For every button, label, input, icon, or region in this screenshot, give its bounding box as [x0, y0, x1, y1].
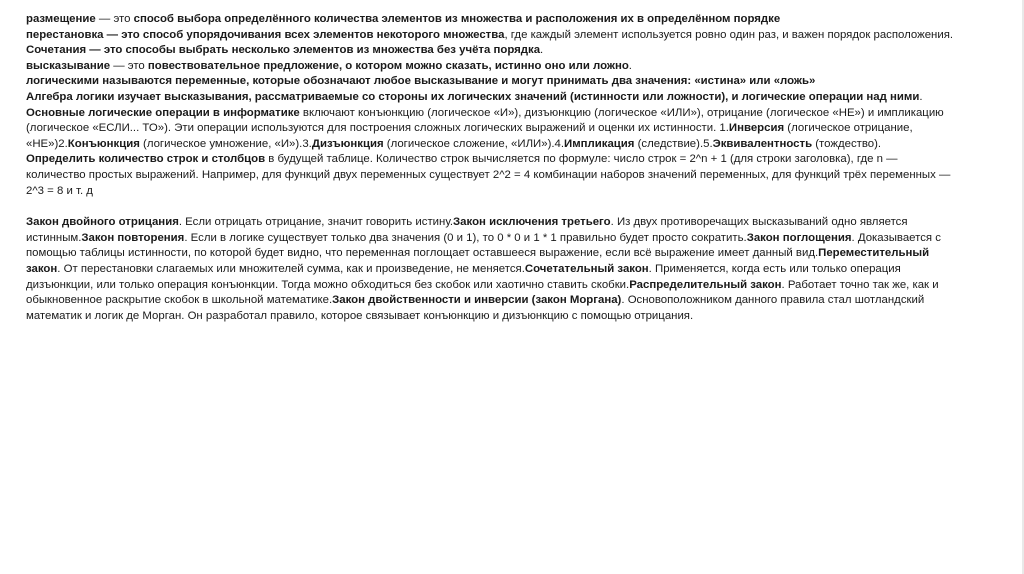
paragraph-algebra-logiki [26, 90, 956, 106]
text-run: . Работает точно так же, как и обыкновенное раскрытие скобок в школьной математике. [26, 278, 939, 307]
text-run: , где каждый элемент используется ровно один раз, и важен порядок расположения. [504, 28, 954, 41]
text-run: . От перестановки слагаемых или множителей сумма, как и произведение, не меняется. [57, 262, 525, 275]
text-run: . Доказывается с помощью таблицы истинности, по которой будет видно, что переменная поглощает оставшееся выражение, если всё выражение имеет данный вид. [26, 231, 941, 260]
text-run: . [628, 59, 632, 72]
paragraph-logicheskie-peremennye [26, 74, 956, 90]
bold-text-run: повествовательное предложение, о котором можно сказать, истинно оно или ложно [147, 59, 629, 72]
bold-text-run: Алгебра логики изучает высказывания, рассматриваемые со стороны их логических значений (истинности или ложности), и логические операции над ними [26, 90, 920, 103]
bold-text-run: Закон исключения третьего [453, 216, 611, 229]
paragraph-zakony-logiki [26, 215, 956, 324]
bold-text-run: Импликация [564, 137, 635, 150]
paragraph-spacer [26, 199, 956, 215]
text-run: (логическое сложение, «ИЛИ»).4. [383, 137, 565, 150]
paragraph-sochetaniya [26, 43, 956, 59]
slide-content [26, 12, 956, 324]
bold-text-run: Распределительный закон [629, 278, 782, 291]
bold-text-run: Закон поглощения [746, 231, 852, 244]
text-run: в будущей таблице. Количество строк вычисляется по формуле: число строк = 2^n + 1 (для строки заголовка), где n — количество простых выражений. Например, для функций двух переменных существует 2^2 = 4 комбинации наборов значений переменных, для функций трёх переменных — 2^3 = 8 и т. д [26, 153, 951, 197]
bold-text-run: способ упорядочивания всех элементов некоторого множества [142, 28, 505, 41]
bold-text-run: Сочетания — это способы выбрать несколько элементов из множества без учёта порядка [26, 44, 541, 57]
bold-text-run: Основные логические операции в информатике [26, 106, 300, 119]
paragraph-logicheskie-operatsii [26, 106, 956, 153]
text-run: (следствие).5. [634, 137, 713, 150]
bold-text-run: Сочетательный закон [524, 262, 649, 275]
text-run: . [540, 44, 544, 57]
text-run: (тождество). [812, 137, 882, 150]
text-run: . Основоположником данного правила стал шотландский математик и логик де Морган. Он разработал правило, которое связывает конъюнкцию и дизъюнкцию с помощью отрицания. [26, 294, 925, 322]
bold-text-run: Инверсия [728, 122, 785, 135]
text-run: . Если отрицать отрицание, значит говорить истину. [178, 216, 454, 229]
bold-text-run: Дизъюнкция [311, 137, 384, 150]
bold-text-run: Конъюнкция [67, 137, 140, 150]
bold-text-run: размещение [26, 13, 96, 25]
bold-text-run: перестановка — это [26, 28, 143, 41]
bold-text-run: способ выбора определённого количества элементов из множества и расположения их в определённом порядке [133, 13, 781, 25]
bold-text-run: логическими называются переменные, которые обозначают любое высказывание и могут принимать два значения: «истина» или «ложь» [26, 75, 816, 88]
paragraph-razmeshchenie [26, 12, 956, 28]
text-run: . [919, 90, 923, 103]
bold-text-run: Закон двойного отрицания [26, 216, 179, 229]
paragraph-vyskazyvanie [26, 59, 956, 75]
bold-text-run: Закон двойственности и инверсии (закон Моргана) [332, 294, 622, 307]
text-run: . Применяется, когда есть или только операция дизъюнкции, или только операция конъюнкции. Тогда можно обходиться без скобок или хаотично ставить скобки. [26, 262, 901, 291]
paragraph-perestanovka [26, 28, 956, 44]
text-run: (логическое умножение, «И»).3. [139, 137, 312, 150]
bold-text-run: Закон повторения [81, 231, 185, 244]
bold-text-run: Эквивалентность [712, 137, 813, 150]
bold-text-run: Определить количество строк и столбцов [26, 153, 266, 166]
bold-text-run: Переместительный закон [26, 247, 930, 275]
paragraph-tablitsa-istinnosti [26, 152, 956, 199]
text-run: . Если в логике существует только два значения (0 и 1), то 0 * 0 и 1 * 1 правильно будет просто сократить. [184, 231, 747, 244]
text-run: (логическое отрицание, «НЕ»)2. [26, 122, 913, 150]
text-run: включают конъюнкцию (логическое «И»), дизъюнкцию (логическое «ИЛИ»), отрицание (логическое «НЕ») и импликацию (логическое «ЕСЛИ... ТО»). Эти операции используются для построения сложных логических выражений и оценки их истинности. 1. [26, 106, 944, 135]
text-run: — это [110, 59, 148, 72]
text-run: . Из двух противоречащих высказываний одно является истинным. [26, 216, 908, 244]
text-run: — это [95, 13, 134, 25]
bold-text-run: высказывание [26, 59, 111, 72]
